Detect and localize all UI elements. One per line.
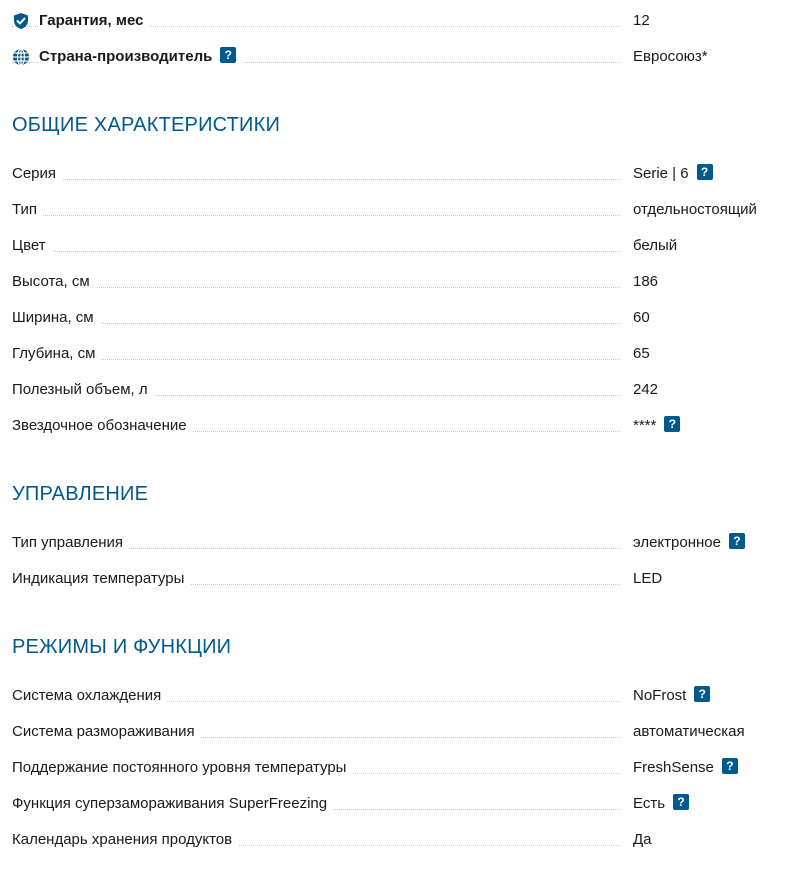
section-title-control: УПРАВЛЕНИЕ [12, 483, 149, 505]
spec-value [633, 531, 745, 555]
spec-value-text: **** [633, 417, 657, 434]
spec-value: Евросоюз* [633, 48, 708, 65]
spec-row [12, 567, 782, 591]
spec-name: Цвет [12, 234, 52, 258]
spec-value-text: электронное [633, 534, 721, 551]
spec-name: Тип управления [12, 531, 129, 555]
spec-name: Система охлаждения [12, 684, 167, 708]
spec-value: автоматическая [633, 723, 745, 740]
dotted-leader [12, 287, 620, 288]
spec-value: 242 [633, 381, 659, 398]
spec-row [12, 720, 782, 744]
help-icon[interactable]: ? [729, 533, 745, 549]
spec-row [12, 198, 782, 222]
spec-name [39, 45, 242, 69]
shield-check-icon [12, 12, 30, 30]
spec-value: LED [633, 570, 663, 587]
spec-name: Поддержание постоянного уровня температуры [12, 756, 352, 780]
spec-row [12, 342, 782, 366]
dotted-leader [12, 251, 620, 252]
spec-value: 186 [633, 273, 659, 290]
spec-row [12, 684, 782, 708]
spec-row [12, 828, 782, 852]
spec-row-country [12, 45, 782, 69]
dotted-leader [12, 323, 620, 324]
spec-value-text: Serie | 6 [633, 165, 689, 182]
spec-name: Звездочное обозначение [12, 414, 193, 438]
help-icon[interactable]: ? [722, 758, 738, 774]
globe-icon [12, 48, 30, 66]
spec-value [633, 684, 710, 708]
spec-value [633, 162, 713, 186]
spec-row [12, 792, 782, 816]
spec-row [12, 531, 782, 555]
spec-name: Полезный объем, л [12, 378, 154, 402]
spec-value: отдельностоящий [633, 201, 757, 218]
spec-value [633, 756, 738, 780]
spec-value-text: Есть [633, 795, 666, 812]
spec-name: Календарь хранения продуктов [12, 828, 238, 852]
spec-row [12, 234, 782, 258]
section-title-general: ОБЩИЕ ХАРАКТЕРИСТИКИ [12, 114, 281, 136]
spec-value [633, 414, 680, 438]
section-title-modes: РЕЖИМЫ И ФУНКЦИИ [12, 636, 232, 658]
spec-name: Система размораживания [12, 720, 201, 744]
spec-value: Да [633, 831, 652, 848]
spec-name: Высота, см [12, 270, 96, 294]
spec-name: Тип [12, 198, 43, 222]
help-icon[interactable]: ? [220, 47, 236, 63]
help-icon[interactable]: ? [673, 794, 689, 810]
spec-name: Глубина, см [12, 342, 101, 366]
dotted-leader [12, 179, 620, 180]
spec-row [12, 378, 782, 402]
dotted-leader [12, 215, 620, 216]
spec-name: Индикация температуры [12, 567, 190, 591]
spec-row-warranty [12, 9, 782, 33]
spec-name: Ширина, см [12, 306, 100, 330]
help-icon[interactable]: ? [697, 164, 713, 180]
spec-name: Серия [12, 162, 62, 186]
help-icon[interactable]: ? [664, 416, 680, 432]
spec-value: белый [633, 237, 678, 254]
spec-row [12, 306, 782, 330]
spec-name: Гарантия, мес [39, 9, 149, 33]
spec-row [12, 270, 782, 294]
spec-row [12, 162, 782, 186]
spec-row [12, 756, 782, 780]
spec-value: 60 [633, 309, 650, 326]
spec-name: Функция суперзамораживания SuperFreezing [12, 792, 333, 816]
spec-value: 12 [633, 12, 650, 29]
help-icon[interactable]: ? [694, 686, 710, 702]
spec-value: 65 [633, 345, 650, 362]
spec-value-text: NoFrost [633, 687, 687, 704]
spec-value-text: FreshSense [633, 759, 714, 776]
spec-row [12, 414, 782, 438]
spec-value [633, 792, 689, 816]
dotted-leader [12, 359, 620, 360]
spec-name-text: Страна-производитель [39, 48, 213, 65]
